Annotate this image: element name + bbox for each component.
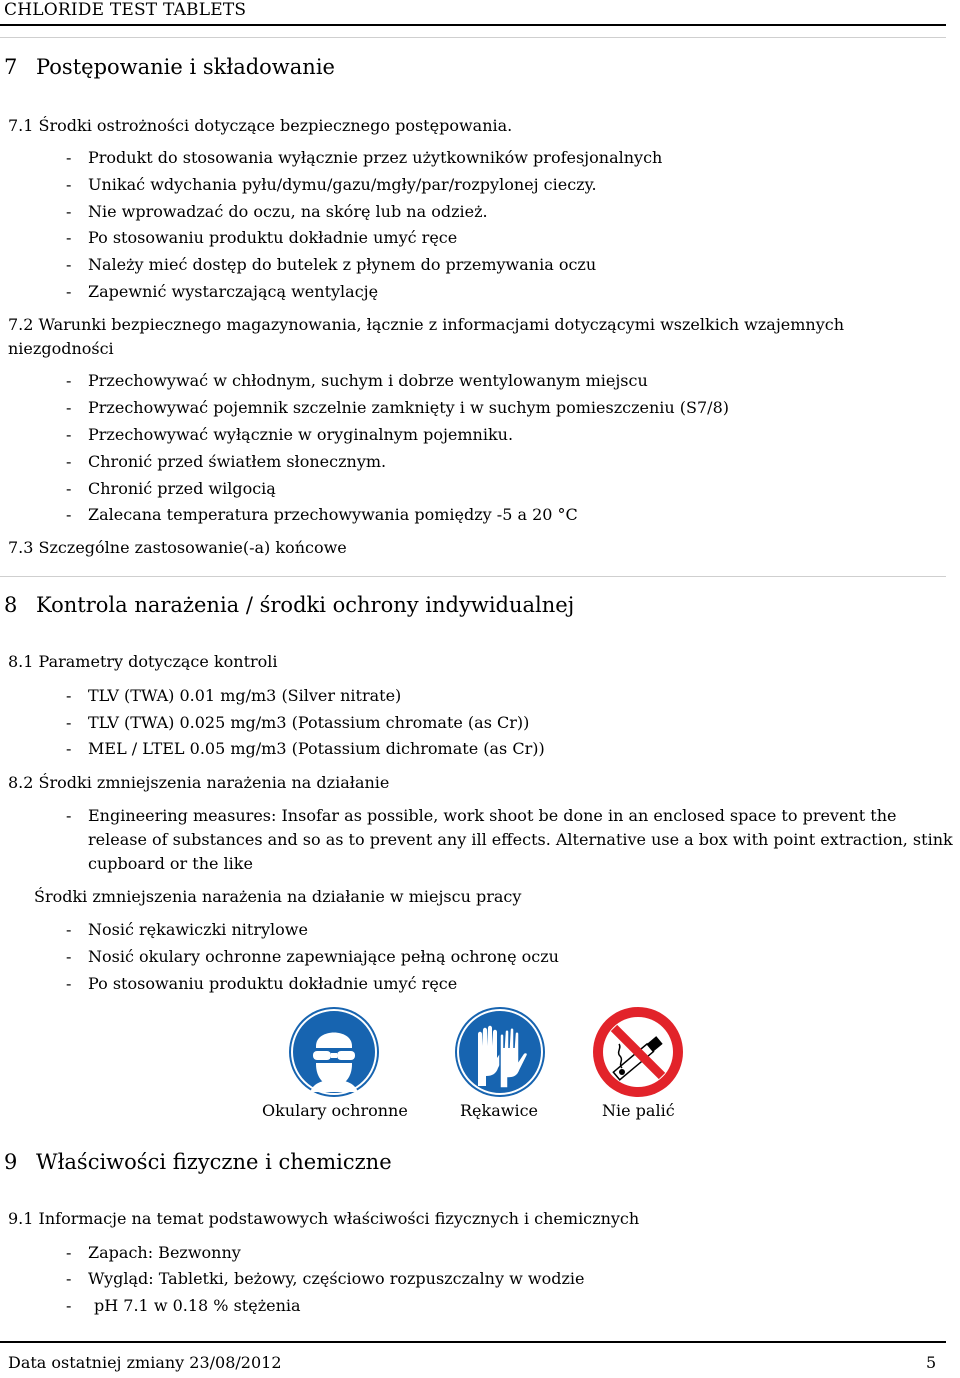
- section-number: 9: [4, 1150, 18, 1174]
- list-item: - Należy mieć dostęp do butelek z płynem do przemywania oczu: [66, 255, 597, 274]
- list-item: - Chronić przed wilgocią: [66, 479, 276, 498]
- list-item: - Przechowywać wyłącznie w oryginalnym pojemniku.: [66, 425, 514, 444]
- workplace-measures-heading: Środki zmniejszenia narażenia na działanie w miejscu pracy: [34, 887, 522, 906]
- list-item: - Unikać wdychania pyłu/dymu/gazu/mgły/par/rozpylonej cieczy.: [66, 175, 597, 194]
- section-number: 7: [4, 55, 18, 79]
- list-item: - MEL / LTEL 0.05 mg/m3 (Potassium dichromate (as Cr)): [66, 739, 545, 758]
- pictogram-caption-gloves: Rękawice: [460, 1101, 538, 1120]
- section-7-heading: [4, 55, 335, 79]
- pictogram-caption-no-smoking: Nie palić: [602, 1101, 675, 1120]
- list-item: - Chronić przed światłem słonecznym.: [66, 452, 387, 471]
- page-number: 5: [926, 1353, 937, 1372]
- header-rule: [0, 24, 946, 26]
- no-smoking-icon: [592, 1006, 684, 1098]
- section-title: Właściwości fizyczne i chemiczne: [36, 1150, 392, 1174]
- goggles-icon: [288, 1006, 380, 1098]
- list-item: - Przechowywać pojemnik szczelnie zamknięty i w suchym pomieszczeniu (S7/8): [66, 398, 729, 417]
- list-item: - TLV (TWA) 0.01 mg/m3 (Silver nitrate): [66, 686, 402, 705]
- list-item: - Wygląd: Tabletki, beżowy, częściowo rozpuszczalny w wodzie: [66, 1269, 585, 1288]
- list-item: - Po stosowaniu produktu dokładnie umyć ręce: [66, 974, 458, 993]
- header-rule-light: [0, 37, 946, 38]
- document-header-title: CHLORIDE TEST TABLETS: [4, 0, 247, 20]
- list-item-engineering-measures: - Engineering measures: Insofar as possible, work shoot be done in an enclosed space to prevent the release of substances and so as to prevent any ill effects. Alternative use a box with point extraction, stink cupboard or the like: [66, 806, 953, 873]
- list-item: - Nosić okulary ochronne zapewniające pełną ochronę oczu: [66, 947, 559, 966]
- subsection-8-1-heading: 8.1 Parametry dotyczące kontroli: [8, 652, 278, 671]
- list-item: - TLV (TWA) 0.025 mg/m3 (Potassium chromate (as Cr)): [66, 713, 530, 732]
- section-8-heading: [4, 593, 574, 617]
- section-divider: [0, 576, 946, 577]
- gloves-icon: [454, 1006, 546, 1098]
- list-item: - Po stosowaniu produktu dokładnie umyć ręce: [66, 228, 458, 247]
- section-title: Kontrola narażenia / środki ochrony indywidualnej: [36, 593, 575, 617]
- subsection-9-1-heading: 9.1 Informacje na temat podstawowych właściwości fizycznych i chemicznych: [8, 1209, 640, 1228]
- list-item: - Produkt do stosowania wyłącznie przez użytkowników profesjonalnych: [66, 148, 663, 167]
- list-item: - Przechowywać w chłodnym, suchym i dobrze wentylowanym miejscu: [66, 371, 648, 390]
- subsection-7-2-heading: 7.2 Warunki bezpiecznego magazynowania, łącznie z informacjami dotyczącymi wszelkich wzajemnych niezgodności: [8, 315, 845, 358]
- section-title: Postępowanie i składowanie: [36, 55, 335, 79]
- subsection-7-3-heading: 7.3 Szczególne zastosowanie(-a) końcowe: [8, 538, 347, 557]
- list-item: - Zalecana temperatura przechowywania pomiędzy -5 a 20 °C: [66, 505, 578, 524]
- list-item: - Nie wprowadzać do oczu, na skórę lub na odzież.: [66, 202, 488, 221]
- subsection-8-2-heading: 8.2 Środki zmniejszenia narażenia na działanie: [8, 773, 390, 792]
- footer-last-modified: Data ostatniej zmiany 23/08/2012: [8, 1353, 282, 1372]
- list-item: - Nosić rękawiczki nitrylowe: [66, 920, 308, 939]
- list-item: - pH 7.1 w 0.18 % stężenia: [66, 1296, 301, 1315]
- list-item: - Zapach: Bezwonny: [66, 1243, 241, 1262]
- section-number: 8: [4, 593, 18, 617]
- footer-rule: [0, 1341, 946, 1343]
- section-9-heading: [4, 1150, 392, 1174]
- subsection-7-1-heading: 7.1 Środki ostrożności dotyczące bezpiecznego postępowania.: [8, 116, 513, 135]
- pictogram-caption-goggles: Okulary ochronne: [262, 1101, 408, 1120]
- list-item: - Zapewnić wystarczającą wentylację: [66, 282, 379, 301]
